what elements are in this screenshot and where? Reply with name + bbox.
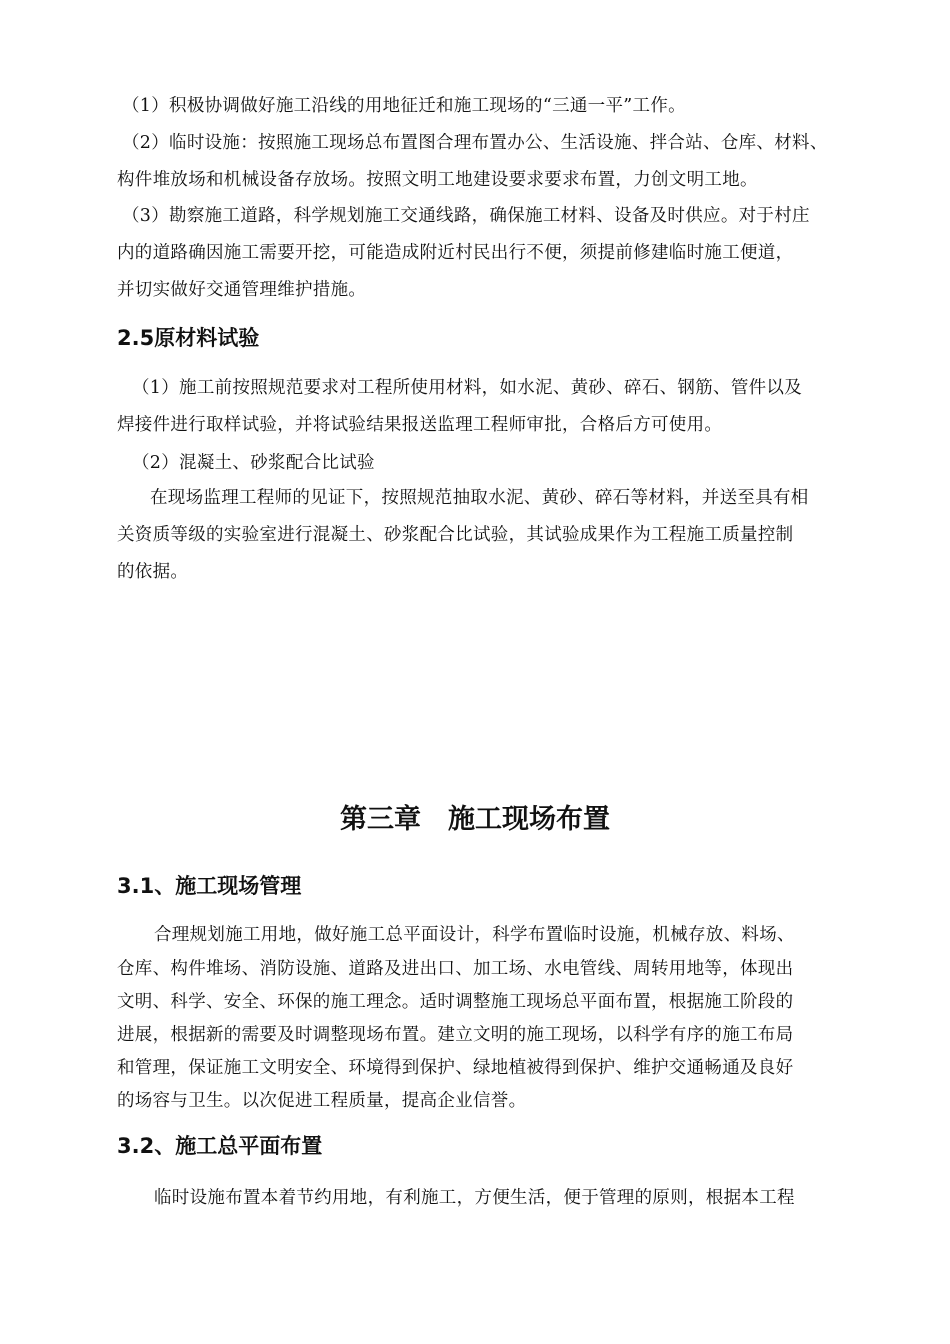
text-line: 并切实做好交通管理维护措施。 (117, 280, 367, 300)
section-heading-2-5: 2.5原材料试验 (117, 326, 260, 350)
text-line: 合理规划施工用地，做好施工总平面设计，科学布置临时设施，机械存放、料场、 (154, 925, 795, 945)
text-line: （1）施工前按照规范要求对工程所使用材料，如水泥、黄砂、碎石、钢筋、管件以及 (132, 378, 803, 398)
text-line: 临时设施布置本着节约用地，有利施工，方便生活，便于管理的原则，根据本工程 (154, 1188, 795, 1208)
text-line: 焊接件进行取样试验，并将试验结果报送监理工程师审批，合格后方可使用。 (117, 415, 723, 435)
text-line: 关资质等级的实验室进行混凝土、砂浆配合比试验，其试验成果作为工程施工质量控制 (117, 525, 794, 545)
text-line: 构件堆放场和机械设备存放场。按照文明工地建设要求要求布置，力创文明工地。 (117, 170, 758, 190)
text-line: 在现场监理工程师的见证下，按照规范抽取水泥、黄砂、碎石等材料，并送至具有相 (150, 488, 809, 508)
text-line: 文明、科学、安全、环保的施工理念。适时调整施工现场总平面布置，根据施工阶段的 (117, 992, 794, 1012)
text-line: （1）积极协调做好施工沿线的用地征迁和施工现场的“三通一平”工作。 (122, 96, 686, 116)
text-line: 的场容与卫生。以次促进工程质量，提高企业信誉。 (117, 1091, 527, 1111)
section-heading-3-1: 3.1、施工现场管理 (117, 874, 302, 898)
text-line: （3）勘察施工道路，科学规划施工交通线路，确保施工材料、设备及时供应。对于村庄 (122, 206, 810, 226)
text-line: 和管理，保证施工文明安全、环境得到保护、绿地植被得到保护、维护交通畅通及良好 (117, 1058, 794, 1078)
text-line: 内的道路确因施工需要开挖，可能造成附近村民出行不便，须提前修建临时施工便道， (117, 243, 794, 263)
text-line: 仓库、构件堆场、消防设施、道路及进出口、加工场、水电管线、周转用地等，体现出 (117, 959, 794, 979)
chapter-title: 第三章 施工现场布置 (340, 804, 610, 835)
text-line: 的依据。 (117, 562, 189, 582)
text-line: 进展，根据新的需要及时调整现场布置。建立文明的施工现场，以科学有序的施工布局 (117, 1025, 794, 1045)
text-line: （2）临时设施：按照施工现场总布置图合理布置办公、生活设施、拌合站、仓库、材料、 (122, 133, 828, 153)
text-line: （2）混凝土、砂浆配合比试验 (132, 453, 375, 473)
section-heading-3-2: 3.2、施工总平面布置 (117, 1134, 323, 1158)
